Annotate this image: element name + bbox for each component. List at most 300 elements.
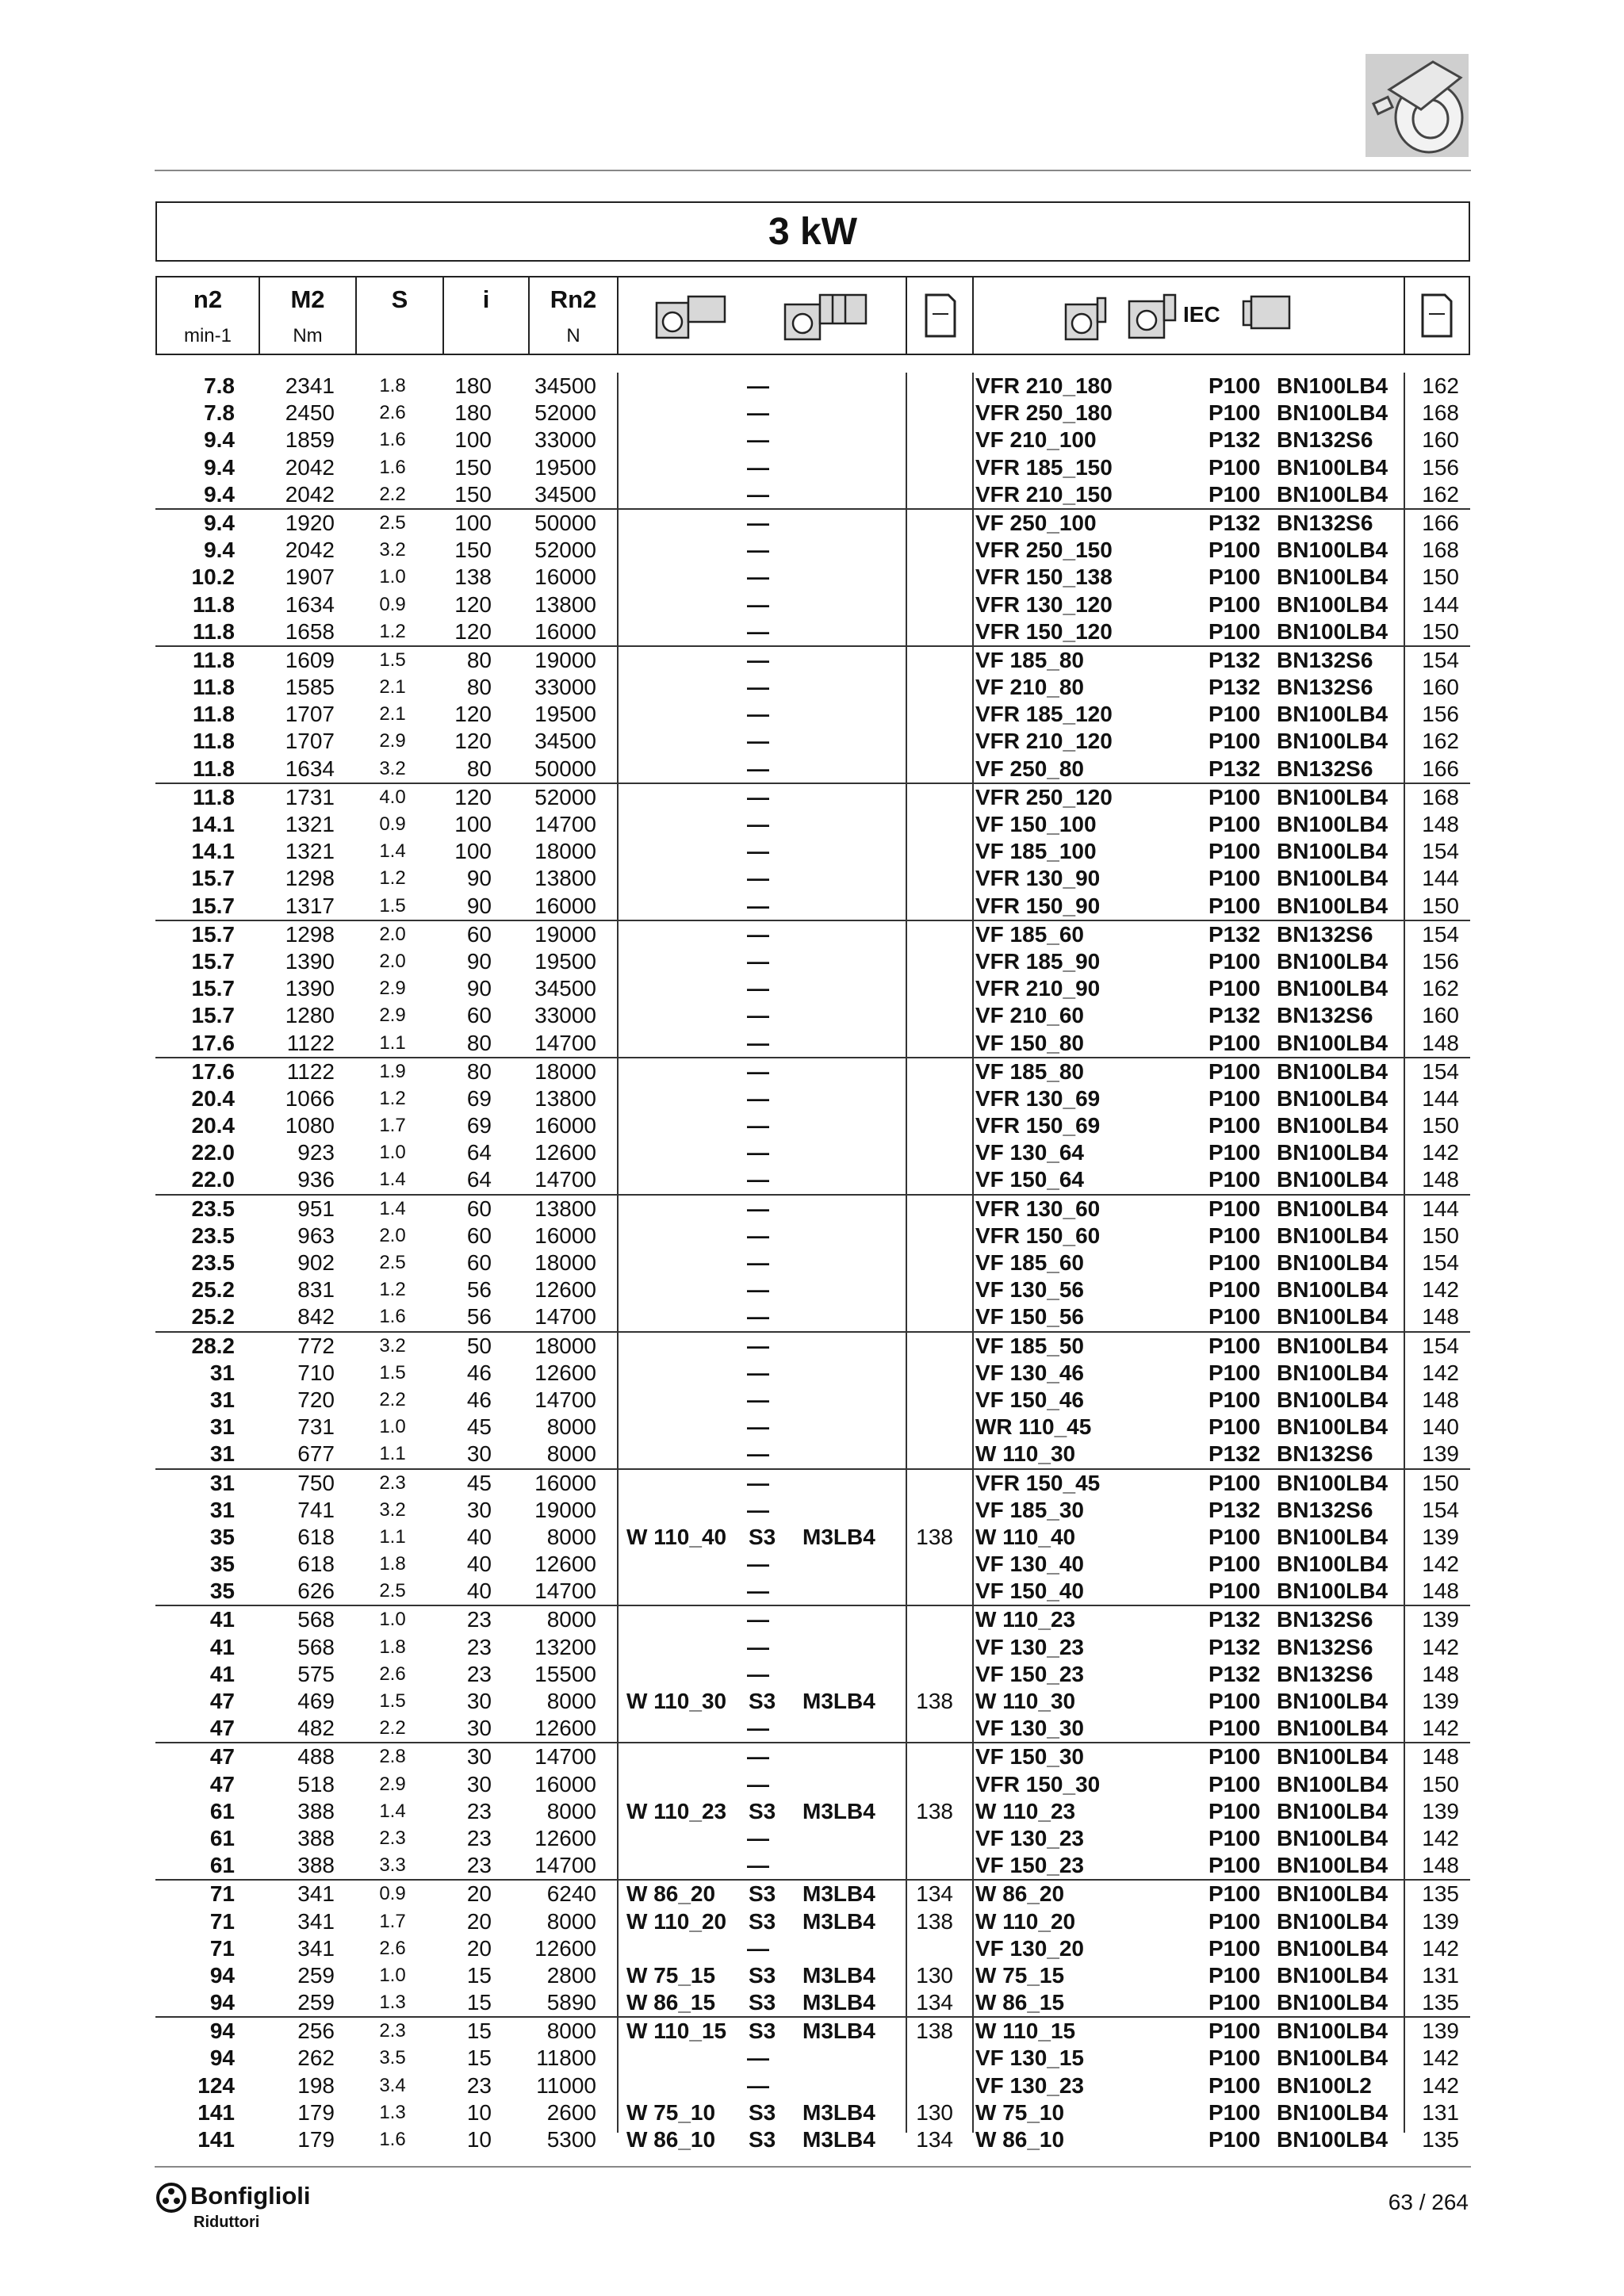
cell-motor-size: — [747, 1250, 769, 1275]
cell-gear-unit: VF 150_40 [975, 1578, 1084, 1604]
cell-n2: 61 [209, 1798, 235, 1823]
cell-i: 80 [466, 675, 492, 700]
cell-motor-size: — [747, 400, 769, 426]
cell-rn2: 18000 [534, 1058, 596, 1084]
cell-motor-size: — [747, 866, 769, 891]
cell-m2: 259 [297, 1990, 335, 2015]
cell-gear-unit: VFR 150_30 [975, 1771, 1101, 1797]
cell-m2: 1080 [285, 1113, 335, 1138]
wormgear-motor-icon [650, 287, 880, 344]
table-header [155, 276, 1470, 355]
cell-rn2: 11000 [536, 2072, 596, 2098]
cell-gear-unit: VF 185_60 [975, 921, 1084, 947]
cell-iec-motor: BN100LB4 [1277, 1277, 1388, 1303]
cell-i: 90 [466, 893, 492, 918]
cell-s: 1.2 [379, 1279, 406, 1301]
cell-rn2: 16000 [534, 1113, 596, 1138]
cell-rn2: 18000 [534, 1250, 596, 1275]
cell-adapter: P100 [1208, 1825, 1261, 1850]
cell-m2: 618 [297, 1524, 335, 1549]
cell-n2: 41 [209, 1607, 235, 1632]
table-row [155, 1688, 1470, 1715]
cell-gear-unit: VFR 130_120 [975, 591, 1113, 617]
cell-iec-motor: BN100LB4 [1277, 1360, 1388, 1385]
cell-page-2: 135 [1422, 2127, 1459, 2152]
cell-i: 10 [466, 2127, 492, 2152]
cell-s: 1.9 [379, 1060, 406, 1082]
table-row [155, 1085, 1470, 1112]
iec-motor-icon [1061, 287, 1299, 344]
cell-i: 46 [466, 1360, 492, 1385]
table-row [155, 975, 1470, 1002]
cell-adapter: P100 [1208, 976, 1261, 1001]
cell-i: 23 [466, 2072, 492, 2098]
cell-iec-motor: BN132S6 [1277, 510, 1373, 535]
cell-page-2: 148 [1422, 1387, 1459, 1412]
cell-n2: 31 [209, 1387, 235, 1412]
cell-page-2: 150 [1422, 564, 1459, 590]
table-row [155, 1798, 1470, 1825]
cell-m2: 1859 [285, 427, 335, 453]
cell-rn2: 15500 [534, 1661, 596, 1686]
cell-rn2: 14700 [534, 1387, 596, 1412]
cell-iec-motor: BN100LB4 [1277, 812, 1388, 836]
cell-page-2: 139 [1422, 1607, 1459, 1632]
cell-page-2: 139 [1422, 1689, 1459, 1713]
cell-i: 45 [466, 1470, 492, 1495]
cell-page-2: 154 [1422, 839, 1459, 864]
cell-rn2: 12600 [534, 1825, 596, 1850]
cell-adapter: P100 [1208, 866, 1261, 891]
cell-s: 0.9 [379, 593, 406, 615]
cell-n2: 14.1 [191, 839, 235, 864]
cell-adapter: P100 [1208, 1250, 1261, 1275]
cell-m2: 388 [297, 1798, 335, 1823]
cell-page-2: 142 [1422, 1634, 1459, 1659]
cell-iec-motor: BN100LB4 [1277, 1771, 1388, 1797]
cell-rn2: 2600 [546, 2099, 596, 2125]
cell-i: 30 [466, 1744, 492, 1770]
cell-s: 1.5 [379, 894, 406, 916]
cell-s: 1.6 [379, 456, 406, 478]
cell-n2: 9.4 [204, 510, 235, 535]
cell-adapter: P100 [1208, 400, 1261, 426]
cell-i: 60 [466, 1003, 492, 1028]
cell-motor-size: — [747, 784, 769, 809]
cell-adapter: P100 [1208, 1113, 1261, 1138]
table-row [155, 1223, 1470, 1249]
cell-i: 20 [466, 1908, 492, 1934]
cell-n2: 47 [209, 1689, 235, 1713]
table-row [155, 481, 1470, 508]
cell-iec-motor: BN132S6 [1277, 1607, 1373, 1632]
cell-adapter: P100 [1208, 2072, 1261, 2098]
cell-adapter: P132 [1208, 427, 1261, 453]
cell-gear-unit: VF 130_30 [975, 1716, 1084, 1741]
cell-iec-motor: BN100LB4 [1277, 1058, 1388, 1084]
cell-s: 1.3 [379, 1992, 406, 2014]
cell-iec-motor: BN100LB4 [1277, 1825, 1388, 1850]
cell-n2: 94 [209, 1962, 235, 1988]
cell-iec-motor: BN100LB4 [1277, 1716, 1388, 1741]
cell-adapter: P132 [1208, 1003, 1261, 1028]
cell-page-2: 156 [1422, 948, 1459, 974]
cell-gear-unit: VF 150_23 [975, 1661, 1084, 1686]
cell-gear-unit: VF 130_40 [975, 1552, 1084, 1577]
cell-page-2: 131 [1422, 2099, 1459, 2125]
cell-page-2: 139 [1422, 1798, 1459, 1823]
cell-motor-size: — [747, 1935, 769, 1961]
cell-adapter: P100 [1208, 1140, 1261, 1165]
table-row [155, 1825, 1470, 1852]
cell-n2: 47 [209, 1716, 235, 1741]
cell-m2: 1280 [285, 1003, 335, 1028]
header-iec-group [974, 277, 1405, 354]
cell-page-2: 139 [1422, 2019, 1459, 2044]
table-row [155, 373, 1470, 400]
cell-n2: 141 [197, 2099, 235, 2125]
cell-motor: M3LB4 [802, 1990, 875, 2015]
cell-page-2: 148 [1422, 1853, 1459, 1878]
cell-motor-size: — [747, 1771, 769, 1797]
cell-iec-motor: BN100LB4 [1277, 1908, 1388, 1934]
cell-motor-size: — [747, 1085, 769, 1111]
cell-page-2: 142 [1422, 1140, 1459, 1165]
cell-i: 20 [466, 1881, 492, 1907]
cell-rn2: 16000 [534, 893, 596, 918]
cell-iec-motor: BN100LB4 [1277, 1333, 1388, 1358]
cell-s: 2.2 [379, 483, 406, 505]
cell-n2: 23.5 [191, 1196, 235, 1221]
cell-s: 1.3 [379, 2101, 406, 2123]
cell-adapter: P100 [1208, 2099, 1261, 2125]
cell-page-2: 162 [1422, 373, 1459, 398]
cell-page-2: 154 [1422, 921, 1459, 947]
cell-gear-unit: VFR 130_69 [975, 1085, 1101, 1111]
cell-adapter: P100 [1208, 948, 1261, 974]
cell-motor-size: — [747, 1167, 769, 1192]
cell-n2: 35 [209, 1578, 235, 1604]
cell-i: 90 [466, 948, 492, 974]
cell-page-2: 148 [1422, 1167, 1459, 1192]
cell-page-2: 148 [1422, 812, 1459, 836]
cell-iec-motor: BN100LB4 [1277, 1167, 1388, 1192]
cell-rn2: 5300 [546, 2127, 596, 2152]
cell-iec-motor: BN132S6 [1277, 756, 1373, 781]
cell-s: 2.9 [379, 1773, 406, 1795]
cell-gear-unit: VF 130_46 [975, 1360, 1084, 1385]
cell-rn2: 34500 [534, 481, 596, 507]
cell-rn2: 8000 [546, 1798, 596, 1823]
cell-motor-size: — [747, 1744, 769, 1770]
cell-page-1: 134 [916, 1881, 953, 1907]
cell-iec-motor: BN100LB4 [1277, 1470, 1388, 1495]
cell-m2: 1390 [285, 948, 335, 974]
cell-motor-size: — [747, 1497, 769, 1522]
table-row [155, 1852, 1470, 1879]
cell-m2: 1907 [285, 564, 335, 590]
cell-gear-unit: VF 150_30 [975, 1744, 1084, 1770]
cell-s: 1.6 [379, 2129, 406, 2150]
cell-rn2: 13800 [534, 591, 596, 617]
cell-m2: 677 [297, 1441, 335, 1467]
cell-i: 10 [466, 2099, 492, 2125]
cell-adapter: P100 [1208, 2045, 1261, 2071]
cell-motor-size: S3 [749, 2127, 776, 2152]
cell-gearmotor: W 110_20 [626, 1908, 727, 1934]
header-s [357, 277, 444, 354]
cell-m2: 388 [297, 1853, 335, 1878]
cell-iec-motor: BN100LB4 [1277, 1196, 1388, 1221]
cell-motor: M3LB4 [802, 1908, 875, 1934]
cell-gear-unit: WR 110_45 [975, 1414, 1092, 1440]
cell-iec-motor: BN100LB4 [1277, 373, 1388, 398]
cell-motor-size: — [747, 1607, 769, 1632]
cell-gearmotor: W 110_15 [626, 2019, 727, 2044]
cell-m2: 1707 [285, 729, 335, 754]
cell-page-1: 130 [916, 1962, 953, 1988]
cell-page-2: 131 [1422, 1962, 1459, 1988]
cell-m2: 1321 [285, 812, 335, 836]
cell-i: 40 [466, 1524, 492, 1549]
cell-m2: 568 [297, 1634, 335, 1659]
cell-m2: 1658 [285, 618, 335, 644]
cell-s: 1.2 [379, 1087, 406, 1109]
cell-n2: 28.2 [191, 1333, 235, 1358]
cell-page-2: 144 [1422, 591, 1459, 617]
cell-motor-size: — [747, 1030, 769, 1055]
cell-adapter: P100 [1208, 373, 1261, 398]
cell-iec-motor: BN132S6 [1277, 1497, 1373, 1522]
cell-gear-unit: VF 150_64 [975, 1167, 1084, 1192]
cell-n2: 25.2 [191, 1277, 235, 1303]
cell-gear-unit: VF 150_100 [975, 812, 1097, 836]
header-m2-unit: Nm [293, 325, 323, 346]
cell-adapter: P100 [1208, 1196, 1261, 1221]
cell-s: 1.5 [379, 1690, 406, 1712]
cell-iec-motor: BN100LB4 [1277, 893, 1388, 918]
cell-adapter: P100 [1208, 1524, 1261, 1549]
cell-gear-unit: VF 250_80 [975, 756, 1084, 781]
cell-motor-size: — [747, 1634, 769, 1659]
table-row [155, 1879, 1470, 1908]
table-row [155, 1331, 1470, 1360]
cell-adapter: P100 [1208, 2127, 1261, 2152]
cell-page-1: 134 [916, 2127, 953, 2152]
footer-divider [155, 2166, 1471, 2168]
cell-gear-unit: VF 130_23 [975, 1825, 1084, 1850]
cell-rn2: 14700 [534, 812, 596, 836]
cell-gear-unit: W 86_10 [975, 2127, 1065, 2152]
cell-page-2: 150 [1422, 618, 1459, 644]
gearmotor-icon [1365, 54, 1469, 157]
cell-s: 2.8 [379, 1746, 406, 1768]
cell-m2: 179 [297, 2099, 335, 2125]
cell-i: 23 [466, 1825, 492, 1850]
cell-iec-motor: BN100LB4 [1277, 591, 1388, 617]
cell-i: 15 [466, 2019, 492, 2044]
table-row [155, 1989, 1470, 2016]
cell-page-2: 139 [1422, 1524, 1459, 1549]
cell-gear-unit: VF 210_80 [975, 675, 1084, 700]
cell-s: 1.1 [379, 1525, 406, 1548]
cell-gear-unit: VF 210_100 [975, 427, 1097, 453]
cell-gear-unit: VFR 210_90 [975, 976, 1101, 1001]
table-row [155, 1002, 1470, 1029]
cell-i: 64 [466, 1140, 492, 1165]
cell-page-2: 150 [1422, 1113, 1459, 1138]
cell-n2: 15.7 [191, 866, 235, 891]
table-row [155, 838, 1470, 865]
table-row [155, 2126, 1470, 2153]
cell-iec-motor: BN100LB4 [1277, 1085, 1388, 1111]
cell-adapter: P100 [1208, 893, 1261, 918]
cell-adapter: P100 [1208, 1470, 1261, 1495]
table-row [155, 564, 1470, 591]
cell-adapter: P100 [1208, 618, 1261, 644]
cell-m2: 2450 [285, 400, 335, 426]
cell-gear-unit: VFR 185_120 [975, 702, 1113, 727]
cell-m2: 772 [297, 1333, 335, 1358]
table-row [155, 920, 1470, 948]
table-row [155, 948, 1470, 975]
cell-adapter: P132 [1208, 1607, 1261, 1632]
cell-page-2: 150 [1422, 893, 1459, 918]
cell-motor-size: — [747, 1277, 769, 1303]
cell-i: 30 [466, 1441, 492, 1467]
cell-m2: 842 [297, 1304, 335, 1330]
cell-gear-unit: VF 185_30 [975, 1497, 1084, 1522]
cell-motor-size: — [747, 1333, 769, 1358]
cell-page-2: 140 [1422, 1414, 1459, 1440]
cell-i: 100 [454, 427, 492, 453]
cell-i: 80 [466, 756, 492, 781]
table-row [155, 1578, 1470, 1605]
cell-adapter: P100 [1208, 1935, 1261, 1961]
cell-n2: 31 [209, 1470, 235, 1495]
cell-adapter: P100 [1208, 1387, 1261, 1412]
cell-gear-unit: VF 185_100 [975, 839, 1097, 864]
cell-s: 1.7 [379, 1115, 406, 1137]
cell-adapter: P100 [1208, 784, 1261, 809]
cell-iec-motor: BN100LB4 [1277, 1962, 1388, 1988]
cell-s: 1.0 [379, 1416, 406, 1438]
table-row [155, 756, 1470, 783]
title-box [155, 201, 1470, 262]
cell-gear-unit: VF 150_46 [975, 1387, 1084, 1412]
cell-rn2: 14700 [534, 1744, 596, 1770]
header-n2-label: n2 [193, 285, 223, 313]
cell-motor-size: — [747, 812, 769, 836]
cell-s: 1.1 [379, 1443, 406, 1465]
cell-i: 30 [466, 1497, 492, 1522]
cell-i: 30 [466, 1689, 492, 1713]
cell-n2: 20.4 [191, 1113, 235, 1138]
cell-n2: 71 [209, 1935, 235, 1961]
cell-gearmotor: W 86_15 [626, 1990, 716, 2015]
cell-rn2: 2800 [546, 1962, 596, 1988]
table-row [155, 1166, 1470, 1193]
cell-adapter: P132 [1208, 1661, 1261, 1686]
cell-rn2: 13200 [534, 1634, 596, 1659]
cell-rn2: 12600 [534, 1277, 596, 1303]
header-i-label: i [482, 285, 490, 313]
cell-motor-size: — [747, 1470, 769, 1495]
cell-iec-motor: BN100LB4 [1277, 618, 1388, 644]
cell-m2: 1122 [286, 1030, 335, 1055]
cell-adapter: P100 [1208, 1085, 1261, 1111]
cell-m2: 341 [297, 1908, 335, 1934]
cell-motor: M3LB4 [802, 1524, 875, 1549]
cell-iec-motor: BN100LB4 [1277, 481, 1388, 507]
cell-gear-unit: VFR 130_60 [975, 1196, 1101, 1221]
cell-motor-size: — [747, 1661, 769, 1686]
cell-iec-motor: BN132S6 [1277, 1634, 1373, 1659]
cell-n2: 7.8 [204, 373, 235, 398]
cell-s: 3.2 [379, 757, 406, 779]
cell-n2: 11.8 [193, 702, 235, 727]
cell-iec-motor: BN132S6 [1277, 647, 1373, 672]
table-row [155, 1551, 1470, 1578]
cell-iec-motor: BN100LB4 [1277, 1853, 1388, 1878]
cell-s: 2.9 [379, 1004, 406, 1027]
cell-adapter: P100 [1208, 1990, 1261, 2015]
cell-motor-size: — [747, 976, 769, 1001]
cell-iec-motor: BN132S6 [1277, 1661, 1373, 1686]
cell-motor-size: S3 [749, 1689, 776, 1713]
cell-rn2: 50000 [534, 756, 596, 781]
cell-n2: 11.8 [193, 729, 235, 754]
cell-iec-motor: BN100LB4 [1277, 1744, 1388, 1770]
cell-motor-size: — [747, 373, 769, 398]
cell-i: 56 [466, 1304, 492, 1330]
cell-page-2: 168 [1422, 400, 1459, 426]
page-title: 3 kW [768, 210, 858, 253]
cell-m2: 731 [297, 1414, 335, 1440]
cell-gear-unit: VF 150_23 [975, 1853, 1084, 1878]
cell-m2: 1707 [285, 702, 335, 727]
selection-table [155, 373, 1470, 2153]
cell-s: 3.4 [379, 2074, 406, 2096]
cell-adapter: P100 [1208, 1689, 1261, 1713]
cell-s: 2.2 [379, 1717, 406, 1739]
cell-iec-motor: BN100LB4 [1277, 866, 1388, 891]
cell-page-2: 166 [1422, 510, 1459, 535]
cell-rn2: 13800 [534, 866, 596, 891]
cell-n2: 9.4 [204, 481, 235, 507]
cell-i: 23 [466, 1798, 492, 1823]
cell-rn2: 8000 [546, 1689, 596, 1713]
cell-s: 1.0 [379, 566, 406, 588]
table-row [155, 1139, 1470, 1166]
cell-i: 45 [466, 1414, 492, 1440]
cell-i: 60 [466, 921, 492, 947]
cell-adapter: P100 [1208, 454, 1261, 480]
cell-s: 2.9 [379, 978, 406, 1000]
table-row [155, 2045, 1470, 2072]
cell-gear-unit: VFR 150_90 [975, 893, 1101, 918]
cell-gear-unit: VF 250_100 [975, 510, 1097, 535]
cell-gearmotor: W 86_10 [626, 2127, 716, 2152]
cell-gear-unit: VFR 150_69 [975, 1113, 1101, 1138]
cell-iec-motor: BN100LB4 [1277, 976, 1388, 1001]
cell-gear-unit: W 110_23 [975, 1607, 1076, 1632]
cell-page-2: 144 [1422, 1196, 1459, 1221]
cell-rn2: 16000 [534, 1771, 596, 1797]
cell-s: 1.0 [379, 1964, 406, 1986]
cell-motor-size: — [747, 1196, 769, 1221]
cell-m2: 1390 [285, 976, 335, 1001]
